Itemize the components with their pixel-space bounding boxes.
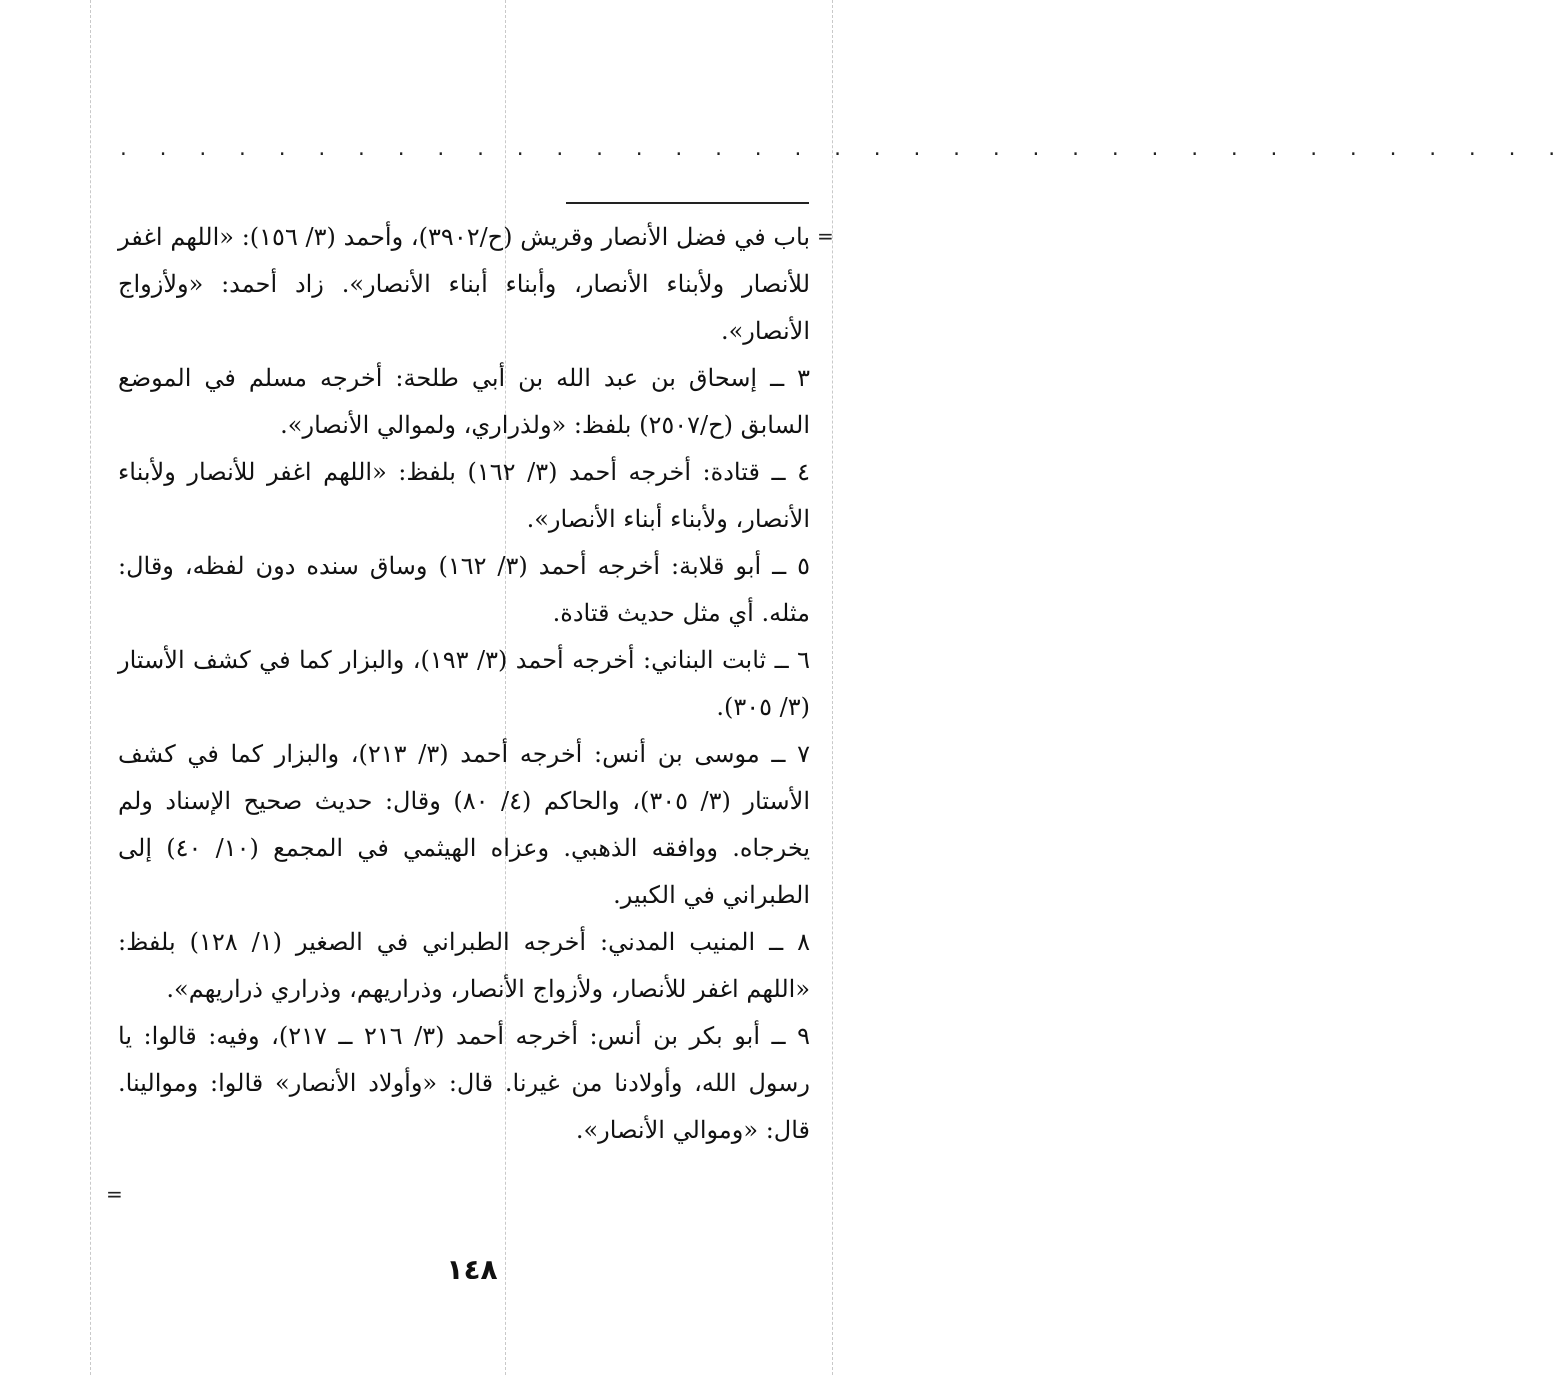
- footnote-item: ٤ ــ قتادة: أخرجه أحمد (٣/ ١٦٢) بلفظ: «اللهم اغفر للأنصار ولأبناء الأنصار، ولأبناء أبناء الأنصار».: [118, 458, 811, 533]
- scan-artifact-line: [832, 0, 833, 1375]
- footnotes-block: [118, 214, 810, 1154]
- footnote-item: ٣ ــ إسحاق بن عبد الله بن أبي طلحة: أخرجه مسلم في الموضع السابق (ح/٢٥٠٧) بلفظ: «ولذراري، ولموالي الأنصار».: [118, 364, 810, 439]
- footnote-item: باب في فضل الأنصار وقريش (ح/٣٩٠٢)، وأحمد (٣/ ١٥٦): «اللهم اغفر للأنصار ولأبناء الأنصار، وأبناء أبناء الأنصار». زاد أحمد: «ولأزواج الأنصار».: [118, 223, 811, 345]
- separator-dots: . . . . . . . . . . . . . . . . . . . . . . . . . . . . . . . . . . . . .: [118, 139, 1566, 160]
- continuation-mark-bottom: =: [106, 1182, 123, 1206]
- continuation-mark-top: =: [817, 224, 834, 248]
- footnote-item: ٧ ــ موسى بن أنس: أخرجه أحمد (٣/ ٢١٣)، والبزار كما في كشف الأستار (٣/ ٣٠٥)، والحاكم (٤/ ٨٠) وقال: حديث صحيح الإسناد ولم يخرجاه. ووافقه الذهبي. وعزاه الهيثمي في المجمع (١٠/ ٤٠) إلى الطبراني في الكبير.: [118, 740, 810, 909]
- scan-artifact-line: [90, 0, 91, 1375]
- footnote-item: ٩ ــ أبو بكر بن أنس: أخرجه أحمد (٣/ ٢١٦ ــ ٢١٧)، وفيه: قالوا: يا رسول الله، وأولادنا من غيرنا. قال: «وأولاد الأنصار» قالوا: وموالينا. قال: «وموالي الأنصار».: [118, 1022, 811, 1144]
- footnote-item: ٥ ــ أبو قلابة: أخرجه أحمد (٣/ ١٦٢) وساق سنده دون لفظه، وقال: مثله. أي مثل حديث قتادة.: [118, 552, 811, 627]
- page-number: ١٤٨: [446, 1253, 498, 1286]
- footnote-item: ٦ ــ ثابت البناني: أخرجه أحمد (٣/ ١٩٣)، والبزار كما في كشف الأستار (٣/ ٣٠٥).: [118, 646, 810, 721]
- footnote-rule: [566, 202, 809, 204]
- footnote-item: ٨ ــ المنيب المدني: أخرجه الطبراني في الصغير (١/ ١٢٨) بلفظ: «اللهم اغفر للأنصار، ولأزواج الأنصار، وذراريهم، وذراري ذراريهم».: [118, 928, 811, 1003]
